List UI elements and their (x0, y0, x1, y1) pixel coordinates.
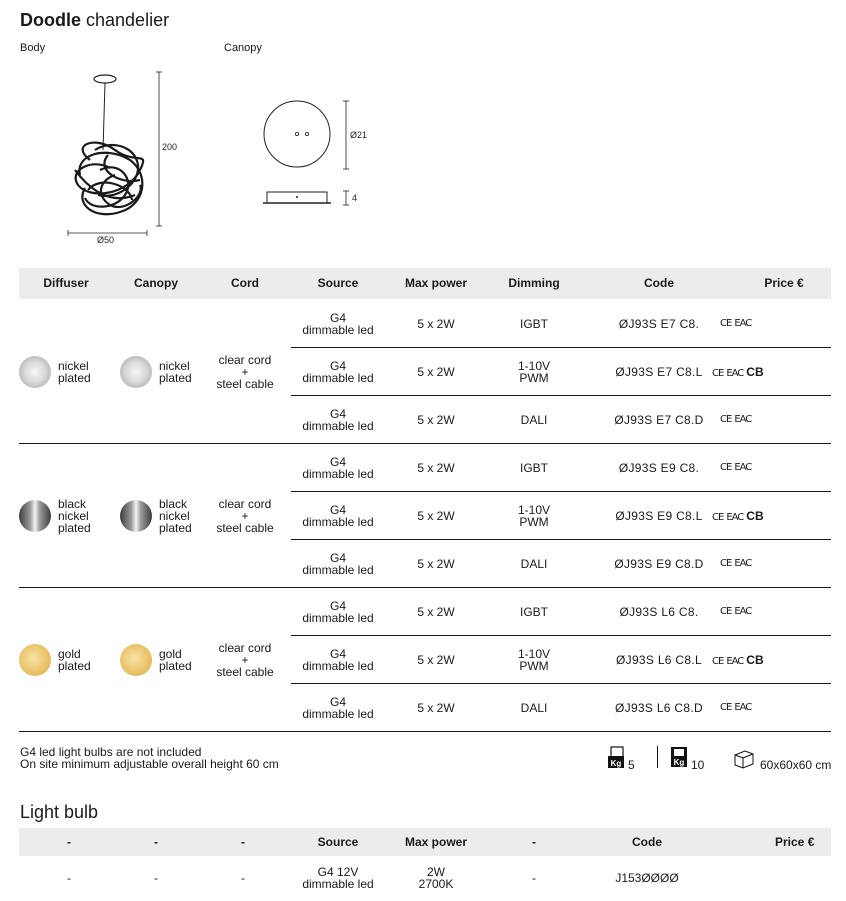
line: IGBT (519, 461, 548, 475)
lb-cell-1: - (67, 871, 71, 885)
code-cell: ØJ93S E9 C8. (618, 461, 700, 475)
cb-mark-icon: CB (746, 509, 764, 523)
line: + (241, 653, 249, 667)
line: 1-10V (517, 647, 551, 661)
line: dimmable led (302, 659, 374, 673)
code-cell: ØJ93S E9 C8.L (615, 509, 703, 523)
canopy-height-dimension: 4 (352, 193, 358, 203)
lb-cell-source: G4 12V dimmable led (302, 865, 374, 891)
canopy-text (159, 360, 192, 384)
gross-weight-icon (670, 745, 690, 769)
diffuser-text (58, 498, 91, 534)
cert-marks (720, 317, 751, 329)
source-cell (291, 648, 385, 672)
lb-cell-code: J153ØØØØ (615, 871, 679, 885)
ce-mark-icon: CE (720, 318, 732, 329)
gross-weight-value: 10 (691, 758, 705, 772)
group-divider (19, 731, 831, 732)
ce-mark-icon: CE (720, 414, 732, 425)
light-bulb-header (19, 828, 831, 856)
eac-mark-icon: EAC (734, 318, 752, 329)
source-cell (291, 408, 385, 432)
header-dimming: Dimming (508, 276, 560, 290)
line: dimmable led (302, 707, 374, 721)
row-divider (291, 395, 831, 396)
header-cord: Cord (231, 276, 259, 290)
body-label: Body (20, 42, 46, 54)
line: G4 (329, 599, 346, 613)
line: nickel (58, 359, 89, 373)
dimming-cell (487, 504, 581, 528)
cert-marks (720, 557, 751, 569)
ce-mark-icon: CE (712, 512, 724, 523)
eac-mark-icon: EAC (734, 702, 752, 713)
diffuser-swatch (19, 644, 51, 676)
lb-cell-2: - (154, 871, 158, 885)
row-divider (291, 491, 831, 492)
lb-header-code: Code (632, 835, 662, 849)
line: plated (159, 521, 192, 535)
line: + (241, 365, 249, 379)
canopy-diameter-dimension: Ø21 (350, 130, 368, 140)
packaging-divider (657, 746, 658, 768)
line: 1-10V (517, 359, 551, 373)
cert-marks (720, 605, 751, 617)
line: gold (58, 647, 81, 661)
dimming-cell (487, 558, 581, 570)
diffuser-text (58, 360, 91, 384)
cord-line (103, 83, 105, 150)
dimming-cell (487, 648, 581, 672)
line: PWM (519, 515, 549, 529)
canopy-swatch (120, 356, 152, 388)
line: nickel (58, 509, 89, 523)
line: gold (159, 647, 182, 661)
ce-mark-icon: CE (720, 462, 732, 473)
cert-marks (720, 461, 751, 473)
box-icon (733, 749, 755, 769)
dimming-cell (487, 414, 581, 426)
line: PWM (519, 659, 549, 673)
line: + (241, 509, 249, 523)
row-divider (291, 539, 831, 540)
line: DALI (520, 557, 548, 571)
line: plated (159, 371, 192, 385)
cert-marks (720, 413, 751, 425)
lb-header-6: - (532, 835, 536, 849)
line: G4 (329, 359, 346, 373)
line: IGBT (519, 605, 548, 619)
line: plated (58, 371, 91, 385)
row-divider (291, 683, 831, 684)
power-cell: 5 x 2W (417, 509, 455, 523)
line: steel cable (216, 521, 274, 535)
lb-cell-power: 2W 2700K (418, 865, 454, 891)
power-cell: 5 x 2W (417, 317, 455, 331)
ce-mark-icon: CE (720, 702, 732, 713)
net-weight-value: 5 (628, 758, 635, 772)
light-bulb-title: Light bulb (20, 802, 99, 822)
diameter-dimension: Ø50 (97, 235, 115, 245)
line: dimmable led (302, 563, 374, 577)
header-max-power: Max power (404, 276, 467, 290)
header-canopy: Canopy (133, 276, 178, 290)
line: steel cable (216, 665, 274, 679)
code-cell: ØJ93S L6 C8.L (616, 653, 702, 667)
power-cell: 5 x 2W (417, 653, 455, 667)
line: G4 (329, 311, 346, 325)
dimming-cell (487, 462, 581, 474)
source-cell (291, 360, 385, 384)
cord-text (199, 642, 291, 678)
table-header (19, 268, 831, 299)
line: dimmable led (302, 371, 374, 385)
ce-mark-icon: CE (720, 558, 732, 569)
code-cell: ØJ93S E7 C8.D (614, 413, 704, 427)
lb-header-2: - (154, 835, 158, 849)
gross-weight-kg-label: Kg (673, 758, 685, 767)
line: black (58, 497, 87, 511)
code-cell: ØJ93S E7 C8.L (615, 365, 703, 379)
ce-mark-icon: CE (712, 368, 724, 379)
technical-drawing (0, 60, 400, 250)
net-weight-kg-label: Kg (610, 759, 622, 768)
code-cell: ØJ93S L6 C8.D (615, 701, 703, 715)
power-cell: 5 x 2W (417, 413, 455, 427)
source-cell (291, 552, 385, 576)
row-divider (291, 347, 831, 348)
line: G4 (329, 503, 346, 517)
source-cell (291, 600, 385, 624)
line: plated (58, 659, 91, 673)
cert-marks (720, 701, 751, 713)
dimming-cell (487, 318, 581, 330)
code-cell: ØJ93S E9 C8.D (614, 557, 704, 571)
source-cell (291, 312, 385, 336)
code-cell: ØJ93S E7 C8. (618, 317, 700, 331)
lb-cell-6: - (532, 871, 536, 885)
ce-mark-icon: CE (712, 656, 724, 667)
lb-header-source: Source (317, 835, 359, 849)
canopy-swatch (120, 644, 152, 676)
eac-mark-icon: EAC (734, 606, 752, 617)
diffuser-swatch (19, 356, 51, 388)
lb-header-3: - (241, 835, 245, 849)
diffuser-text (58, 648, 91, 672)
net-weight-icon (607, 745, 627, 769)
canopy-text (159, 648, 192, 672)
line: plated (159, 659, 192, 673)
height-dimension: 200 (162, 142, 178, 152)
line: plated (58, 521, 91, 535)
lb-header-1: - (67, 835, 71, 849)
eac-mark-icon: EAC (726, 368, 744, 379)
header-source: Source (317, 276, 359, 290)
line: G4 (329, 407, 346, 421)
lb-cell-3: - (241, 871, 245, 885)
cb-mark-icon: CB (746, 653, 764, 667)
line: G4 (329, 647, 346, 661)
line: G4 (329, 455, 346, 469)
eac-mark-icon: EAC (734, 414, 752, 425)
dimming-cell (487, 606, 581, 618)
canopy-swatch (120, 500, 152, 532)
line: clear cord (218, 497, 272, 511)
cord-text (199, 354, 291, 390)
page-title: Doodle chandelier (20, 10, 170, 30)
line: G4 (329, 551, 346, 565)
header-code: Code (644, 276, 674, 290)
note-bulbs: G4 led light bulbs are not included (20, 745, 202, 759)
line: dimmable led (302, 611, 374, 625)
ce-mark-icon: CE (720, 606, 732, 617)
note-height: On site minimum adjustable overall height 60 cm (20, 757, 279, 771)
cert-marks (712, 365, 764, 379)
line: nickel (159, 359, 190, 373)
line: dimmable led (302, 419, 374, 433)
line: clear cord (218, 641, 272, 655)
line: black (159, 497, 188, 511)
cb-mark-icon: CB (746, 365, 764, 379)
box-dimensions: 60x60x60 cm (760, 758, 832, 772)
canopy-text (159, 498, 192, 534)
code-cell: ØJ93S L6 C8. (619, 605, 699, 619)
power-cell: 5 x 2W (417, 365, 455, 379)
line: DALI (520, 701, 548, 715)
eac-mark-icon: EAC (726, 512, 744, 523)
canopy-top-view (264, 101, 330, 167)
eac-mark-icon: EAC (734, 462, 752, 473)
power-cell: 5 x 2W (417, 461, 455, 475)
source-cell (291, 696, 385, 720)
body-canopy-shape (94, 75, 116, 83)
cord-text (199, 498, 291, 534)
line: IGBT (519, 317, 548, 331)
cert-marks (712, 653, 764, 667)
source-cell (291, 456, 385, 480)
line: nickel (159, 509, 190, 523)
power-cell: 5 x 2W (417, 605, 455, 619)
lb-header-max-power: Max power (404, 835, 467, 849)
line: 1-10V (517, 503, 551, 517)
dimming-cell (487, 360, 581, 384)
line: dimmable led (302, 467, 374, 481)
line: clear cord (218, 353, 272, 367)
header-price: Price € (764, 276, 804, 290)
cert-marks (712, 509, 764, 523)
group-divider (19, 587, 831, 588)
line: dimmable led (302, 515, 374, 529)
line: G4 (329, 695, 346, 709)
header-diffuser: Diffuser (43, 276, 89, 290)
lb-header-price: Price € (775, 835, 815, 849)
canopy-label: Canopy (224, 42, 262, 54)
line: steel cable (216, 377, 274, 391)
diffuser-swatch (19, 500, 51, 532)
doodle-body-shape (75, 143, 143, 215)
power-cell: 5 x 2W (417, 701, 455, 715)
line: PWM (519, 371, 549, 385)
power-cell: 5 x 2W (417, 557, 455, 571)
source-cell (291, 504, 385, 528)
dimming-cell (487, 702, 581, 714)
line: DALI (520, 413, 548, 427)
eac-mark-icon: EAC (726, 656, 744, 667)
row-divider (291, 635, 831, 636)
eac-mark-icon: EAC (734, 558, 752, 569)
line: dimmable led (302, 323, 374, 337)
group-divider (19, 443, 831, 444)
